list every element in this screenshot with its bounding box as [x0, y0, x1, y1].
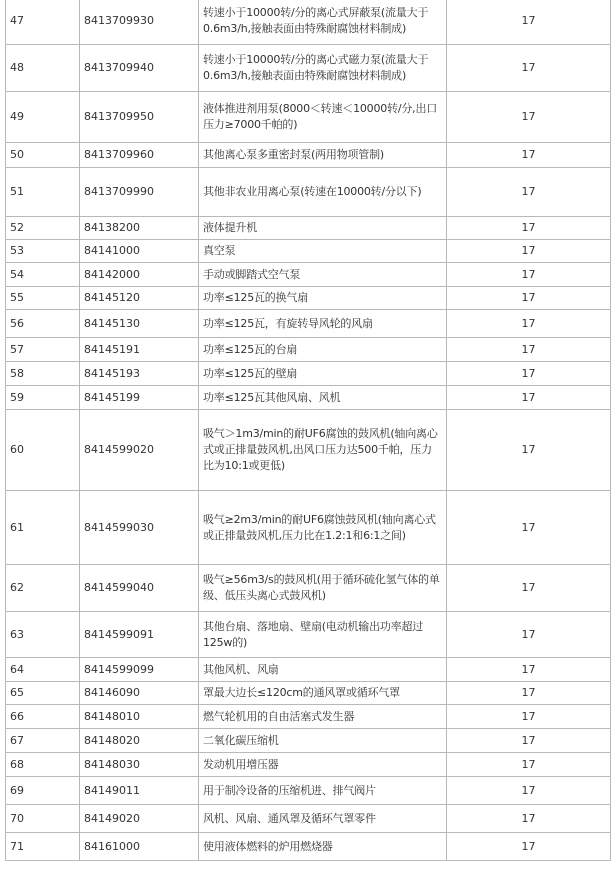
tax-rate: 17: [447, 263, 611, 287]
tax-rate: 17: [447, 310, 611, 338]
table-row: [6, 362, 611, 386]
table-row: [6, 565, 611, 612]
table-row: [6, 386, 611, 410]
row-number: 69: [6, 777, 80, 805]
table-row: [6, 410, 611, 491]
row-number: 57: [6, 338, 80, 362]
row-number: 66: [6, 705, 80, 729]
table-row: [6, 491, 611, 565]
row-number: 49: [6, 92, 80, 143]
hs-code: 84146090: [80, 682, 199, 705]
goods-description: 燃气轮机用的自由活塞式发生器: [199, 705, 447, 729]
hs-code: 84149011: [80, 777, 199, 805]
tax-rate: 17: [447, 386, 611, 410]
row-number: 62: [6, 565, 80, 612]
tax-rate: 17: [447, 729, 611, 753]
goods-description: 功率≤125瓦其他风扇、风机: [199, 386, 447, 410]
hs-code: 84145130: [80, 310, 199, 338]
row-number: 56: [6, 310, 80, 338]
hs-code: 84145120: [80, 287, 199, 310]
tax-rate: 17: [447, 491, 611, 565]
goods-description: 其他风机、风扇: [199, 658, 447, 682]
row-number: 67: [6, 729, 80, 753]
row-number: 64: [6, 658, 80, 682]
goods-description: 二氧化碳压缩机: [199, 729, 447, 753]
table-row: [6, 777, 611, 805]
row-number: 70: [6, 805, 80, 833]
goods-description: 手动或脚踏式空气泵: [199, 263, 447, 287]
hs-code: 84142000: [80, 263, 199, 287]
tax-rate: 17: [447, 217, 611, 240]
goods-description: 液体推进剂用泵(8000＜转速＜10000转/分,出口压力≥7000千帕的): [199, 92, 447, 143]
tariff-table-body: [6, 0, 611, 861]
tariff-table: [5, 0, 611, 861]
goods-description: 使用液体燃料的炉用燃烧器: [199, 833, 447, 861]
tax-rate: 17: [447, 612, 611, 658]
tax-rate: 17: [447, 0, 611, 45]
hs-code: 8413709990: [80, 168, 199, 217]
tax-rate: 17: [447, 777, 611, 805]
hs-code: 8413709960: [80, 143, 199, 168]
hs-code: 8414599040: [80, 565, 199, 612]
hs-code: 8414599091: [80, 612, 199, 658]
hs-code: 8414599020: [80, 410, 199, 491]
table-row: [6, 287, 611, 310]
table-row: [6, 705, 611, 729]
goods-description: 功率≤125瓦，有旋转导风轮的风扇: [199, 310, 447, 338]
row-number: 63: [6, 612, 80, 658]
goods-description: 风机、风扇、通风罩及循环气罩零件: [199, 805, 447, 833]
row-number: 48: [6, 45, 80, 92]
goods-description: 转速小于10000转/分的离心式屏蔽泵(流量大于0.6m3/h,接触表面由特殊耐腐蚀材料制成): [199, 0, 447, 45]
table-row: [6, 753, 611, 777]
tax-rate: 17: [447, 143, 611, 168]
row-number: 51: [6, 168, 80, 217]
row-number: 71: [6, 833, 80, 861]
goods-description: 用于制冷设备的压缩机进、排气阀片: [199, 777, 447, 805]
hs-code: 8414599030: [80, 491, 199, 565]
row-number: 53: [6, 240, 80, 263]
tax-rate: 17: [447, 705, 611, 729]
row-number: 65: [6, 682, 80, 705]
tax-rate: 17: [447, 92, 611, 143]
table-row: [6, 833, 611, 861]
hs-code: 84145191: [80, 338, 199, 362]
hs-code: 84148020: [80, 729, 199, 753]
table-row: [6, 310, 611, 338]
table-row: [6, 0, 611, 45]
hs-code: 84149020: [80, 805, 199, 833]
goods-description: 其他台扇、落地扇、壁扇(电动机输出功率超过125w的): [199, 612, 447, 658]
tax-rate: 17: [447, 287, 611, 310]
hs-code: 8413709950: [80, 92, 199, 143]
goods-description: 真空泵: [199, 240, 447, 263]
goods-description: 功率≤125瓦的壁扇: [199, 362, 447, 386]
tax-rate: 17: [447, 682, 611, 705]
goods-description: 功率≤125瓦的换气扇: [199, 287, 447, 310]
hs-code: 84145193: [80, 362, 199, 386]
row-number: 55: [6, 287, 80, 310]
row-number: 60: [6, 410, 80, 491]
goods-description: 其他非农业用离心泵(转速在10000转/分以下): [199, 168, 447, 217]
goods-description: 罩最大边长≤120cm的通风罩或循环气罩: [199, 682, 447, 705]
table-row: [6, 217, 611, 240]
tax-rate: 17: [447, 565, 611, 612]
goods-description: 吸气≥56m3/s的鼓风机(用于循环硫化氢气体的单级、低压头离心式鼓风机): [199, 565, 447, 612]
goods-description: 液体提升机: [199, 217, 447, 240]
tax-rate: 17: [447, 362, 611, 386]
table-row: [6, 729, 611, 753]
goods-description: 其他离心泵多重密封泵(两用物项管制): [199, 143, 447, 168]
table-row: [6, 658, 611, 682]
hs-code: 84145199: [80, 386, 199, 410]
table-row: [6, 805, 611, 833]
row-number: 59: [6, 386, 80, 410]
tax-rate: 17: [447, 833, 611, 861]
row-number: 68: [6, 753, 80, 777]
row-number: 47: [6, 0, 80, 45]
table-row: [6, 143, 611, 168]
goods-description: 转速小于10000转/分的离心式磁力泵(流量大于0.6m3/h,接触表面由特殊耐腐蚀材料制成): [199, 45, 447, 92]
tax-rate: 17: [447, 45, 611, 92]
table-row: [6, 612, 611, 658]
table-row: [6, 45, 611, 92]
tax-rate: 17: [447, 753, 611, 777]
table-row: [6, 240, 611, 263]
hs-code: 84148030: [80, 753, 199, 777]
hs-code: 84138200: [80, 217, 199, 240]
tax-rate: 17: [447, 338, 611, 362]
hs-code: 84148010: [80, 705, 199, 729]
hs-code: 84161000: [80, 833, 199, 861]
row-number: 52: [6, 217, 80, 240]
hs-code: 8413709940: [80, 45, 199, 92]
tax-rate: 17: [447, 168, 611, 217]
hs-code: 8413709930: [80, 0, 199, 45]
tax-rate: 17: [447, 805, 611, 833]
goods-description: 发动机用增压器: [199, 753, 447, 777]
tax-rate: 17: [447, 240, 611, 263]
row-number: 54: [6, 263, 80, 287]
row-number: 58: [6, 362, 80, 386]
row-number: 50: [6, 143, 80, 168]
row-number: 61: [6, 491, 80, 565]
table-row: [6, 168, 611, 217]
hs-code: 84141000: [80, 240, 199, 263]
table-row: [6, 263, 611, 287]
table-row: [6, 338, 611, 362]
tax-rate: 17: [447, 658, 611, 682]
goods-description: 吸气≥2m3/min的耐UF6腐蚀鼓风机(轴向离心式或正排量鼓风机,压力比在1.2:1和6:1之间): [199, 491, 447, 565]
table-row: [6, 92, 611, 143]
table-row: [6, 682, 611, 705]
goods-description: 吸气＞1m3/min的耐UF6腐蚀的鼓风机(轴向离心式或正排量鼓风机,出风口压力达500千帕，压力比为10:1或更低): [199, 410, 447, 491]
hs-code: 8414599099: [80, 658, 199, 682]
goods-description: 功率≤125瓦的台扇: [199, 338, 447, 362]
tax-rate: 17: [447, 410, 611, 491]
